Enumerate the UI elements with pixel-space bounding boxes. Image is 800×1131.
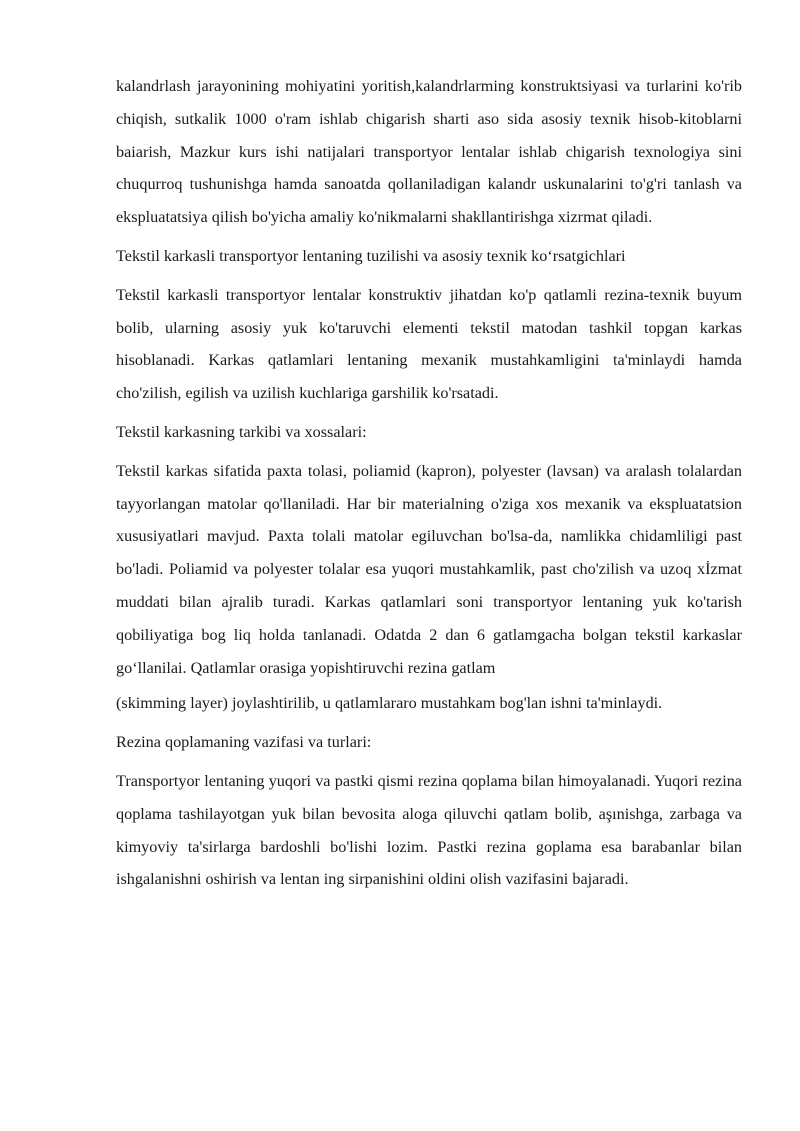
structure-paragraph: Tekstil karkasli transportyor lentalar konstruktiv jihatdan ko'p qatlamli rezina-texnik buyum bolib, ularning asosiy yuk ko'taruvchi elementi tekstil matodan tashkil topgan karkas hisoblanadi. Karkas qatlamlari lentaning mexanik mustahkamligini ta'minlaydi hamda cho'zilish, egilish va uzilish kuchlariga garshilik ko'rsatadi. — [116, 285, 742, 403]
rubber-cover-paragraph: Transportyor lentaning yuqori va pastki qismi rezina qoplama bilan himoyalanadi. Yuqori rezina qoplama tashilayotgan yuk bilan bevosita aloga qiluvchi qatlam bolib, aşınishga, zarbaga va kimyoviy ta'sirlarga bardoshli bo'lishi lozim. Pastki rezina goplama esa barabanlar bilan ishgalanishni oshirish va lentan ing sirpanishini oldini olish vazifasini bajaradi. — [116, 771, 742, 889]
section-heading-structure: Tekstil karkasli transportyor lentaning tuzilishi va asosiy texnik ko‘rsatgichlari — [116, 246, 626, 265]
section-heading-rubber-cover: Rezina qoplamaning vazifasi va turlari: — [116, 733, 372, 752]
textile-carcass-paragraph: Tekstil karkas sifatida paxta tolasi, poliamid (kapron), polyester (lavsan) va aralash tolalardan tayyorlangan matolar qo'llaniladi. Har bir materialning o'ziga xos mexanik va ekspluatatsion xususiyatlari mavjud. Paxta tolali matolar egiluvchan bo'lsa-da, namlikka chidamliligi past bo'ladi. Poliamid va polyester tolalar esa yuqori mustahkamlik, past cho'zilish va uzoq xİzmat muddati bilan ajralib turadi. Karkas qatlamlari soni transportyor lentaning yuk ko'tarish qobiliyatiga bog liq holda tanlanadi. Odatda 2 dan 6 gatlamgacha bolgan tekstil karkaslar go‘llanilai. Qatlamlar orasiga yopishtiruvchi rezina gatlam — [116, 461, 742, 677]
intro-paragraph: kalandrlash jarayonining mohiyatini yoritish,kalandrlarming konstruktsiyasi va turlarini ko'rib chiqish, sutkalik 1000 o'ram ishlab chigarish sharti aso sida asosiy texnik hisob-kitoblarni baiarish, Mazkur kurs ishi natijalari transportyor lentalar ishlab chigarish texnologiya sini chuqurroq tushunishga hamda sanoatda qollaniladigan kalandr uskunalarini to'g'ri tanlash va ekspluatatsiya qilish bo'yicha amaliy ko'nikmalarni shakllantirishga xizrmat qiladi. — [116, 77, 742, 227]
section-heading-textile-carcass: Tekstil karkasning tarkibi va xossalari: — [116, 422, 367, 441]
skimming-layer-paragraph: (skimming layer) joylashtirilib, u qatlamlararo mustahkam bog'lan ishni ta'minlaydi. — [116, 694, 663, 713]
document-page — [116, 70, 742, 896]
